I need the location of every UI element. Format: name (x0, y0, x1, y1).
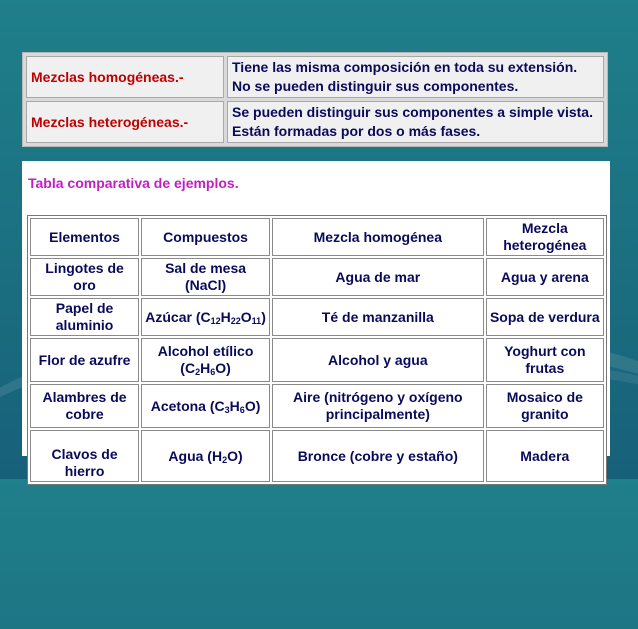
cell-mezcla-homogenea: Té de manzanilla (272, 298, 484, 336)
table-row (30, 338, 604, 382)
definition-row-homogeneous (26, 56, 604, 98)
cell-mezcla-heterogenea: Agua y arena (486, 258, 604, 296)
cell-mezcla-homogenea: Aire (nitrógeno y oxígeno principalmente) (272, 384, 484, 428)
cell-mezcla-homogenea: Agua de mar (272, 258, 484, 296)
header-compuestos: Compuestos (141, 218, 270, 256)
cell-elemento: Clavos de hierro (30, 430, 139, 482)
cell-mezcla-homogenea: Alcohol y agua (272, 338, 484, 382)
cell-elemento: Papel de aluminio (30, 298, 139, 336)
cell-compuesto: Acetona $(C_3H_6O)$ (141, 384, 270, 428)
table-row (30, 430, 604, 482)
cell-compuesto: Agua $(H_2O)$ (141, 430, 270, 482)
table-header-row (30, 218, 604, 256)
cell-compuesto: Azúcar $(C_{12}H_{22}O_{11})$ (141, 298, 270, 336)
definitions-table (22, 52, 608, 147)
definition-row-heterogeneous (26, 101, 604, 143)
cell-mezcla-heterogenea: Sopa de verdura (486, 298, 604, 336)
cell-compuesto: Sal de mesa (NaCl) (141, 258, 270, 296)
header-mezcla-homogenea: Mezcla homogénea (272, 218, 484, 256)
cell-mezcla-homogenea: Bronce (cobre y estaño) (272, 430, 484, 482)
definition-term: Mezclas heterogéneas.- (26, 101, 224, 143)
cell-mezcla-heterogenea: Madera (486, 430, 604, 482)
definition-text: Se pueden distinguir sus componentes a simple vista. Están formadas por dos o más fases. (227, 101, 604, 143)
table-title: Tabla comparativa de ejemplos. (28, 175, 239, 191)
table-row (30, 258, 604, 296)
comparison-table (27, 215, 607, 485)
comparison-panel (22, 161, 610, 479)
cell-mezcla-heterogenea: Mosaico de granito (486, 384, 604, 428)
cell-mezcla-heterogenea: Yoghurt con frutas (486, 338, 604, 382)
definition-term: Mezclas homogéneas.- (26, 56, 224, 98)
header-mezcla-heterogenea: Mezcla heterogénea (486, 218, 604, 256)
table-row (30, 384, 604, 428)
header-elementos: Elementos (30, 218, 139, 256)
table-row (30, 298, 604, 336)
cell-compuesto: Alcohol etílico $(C_2H_6O)$ (141, 338, 270, 382)
cell-elemento: Alambres de cobre (30, 384, 139, 428)
definition-text: Tiene las misma composición en toda su extensión. No se pueden distinguir sus componentes. (227, 56, 604, 98)
cell-elemento: Lingotes de oro (30, 258, 139, 296)
cell-elemento: Flor de azufre (30, 338, 139, 382)
